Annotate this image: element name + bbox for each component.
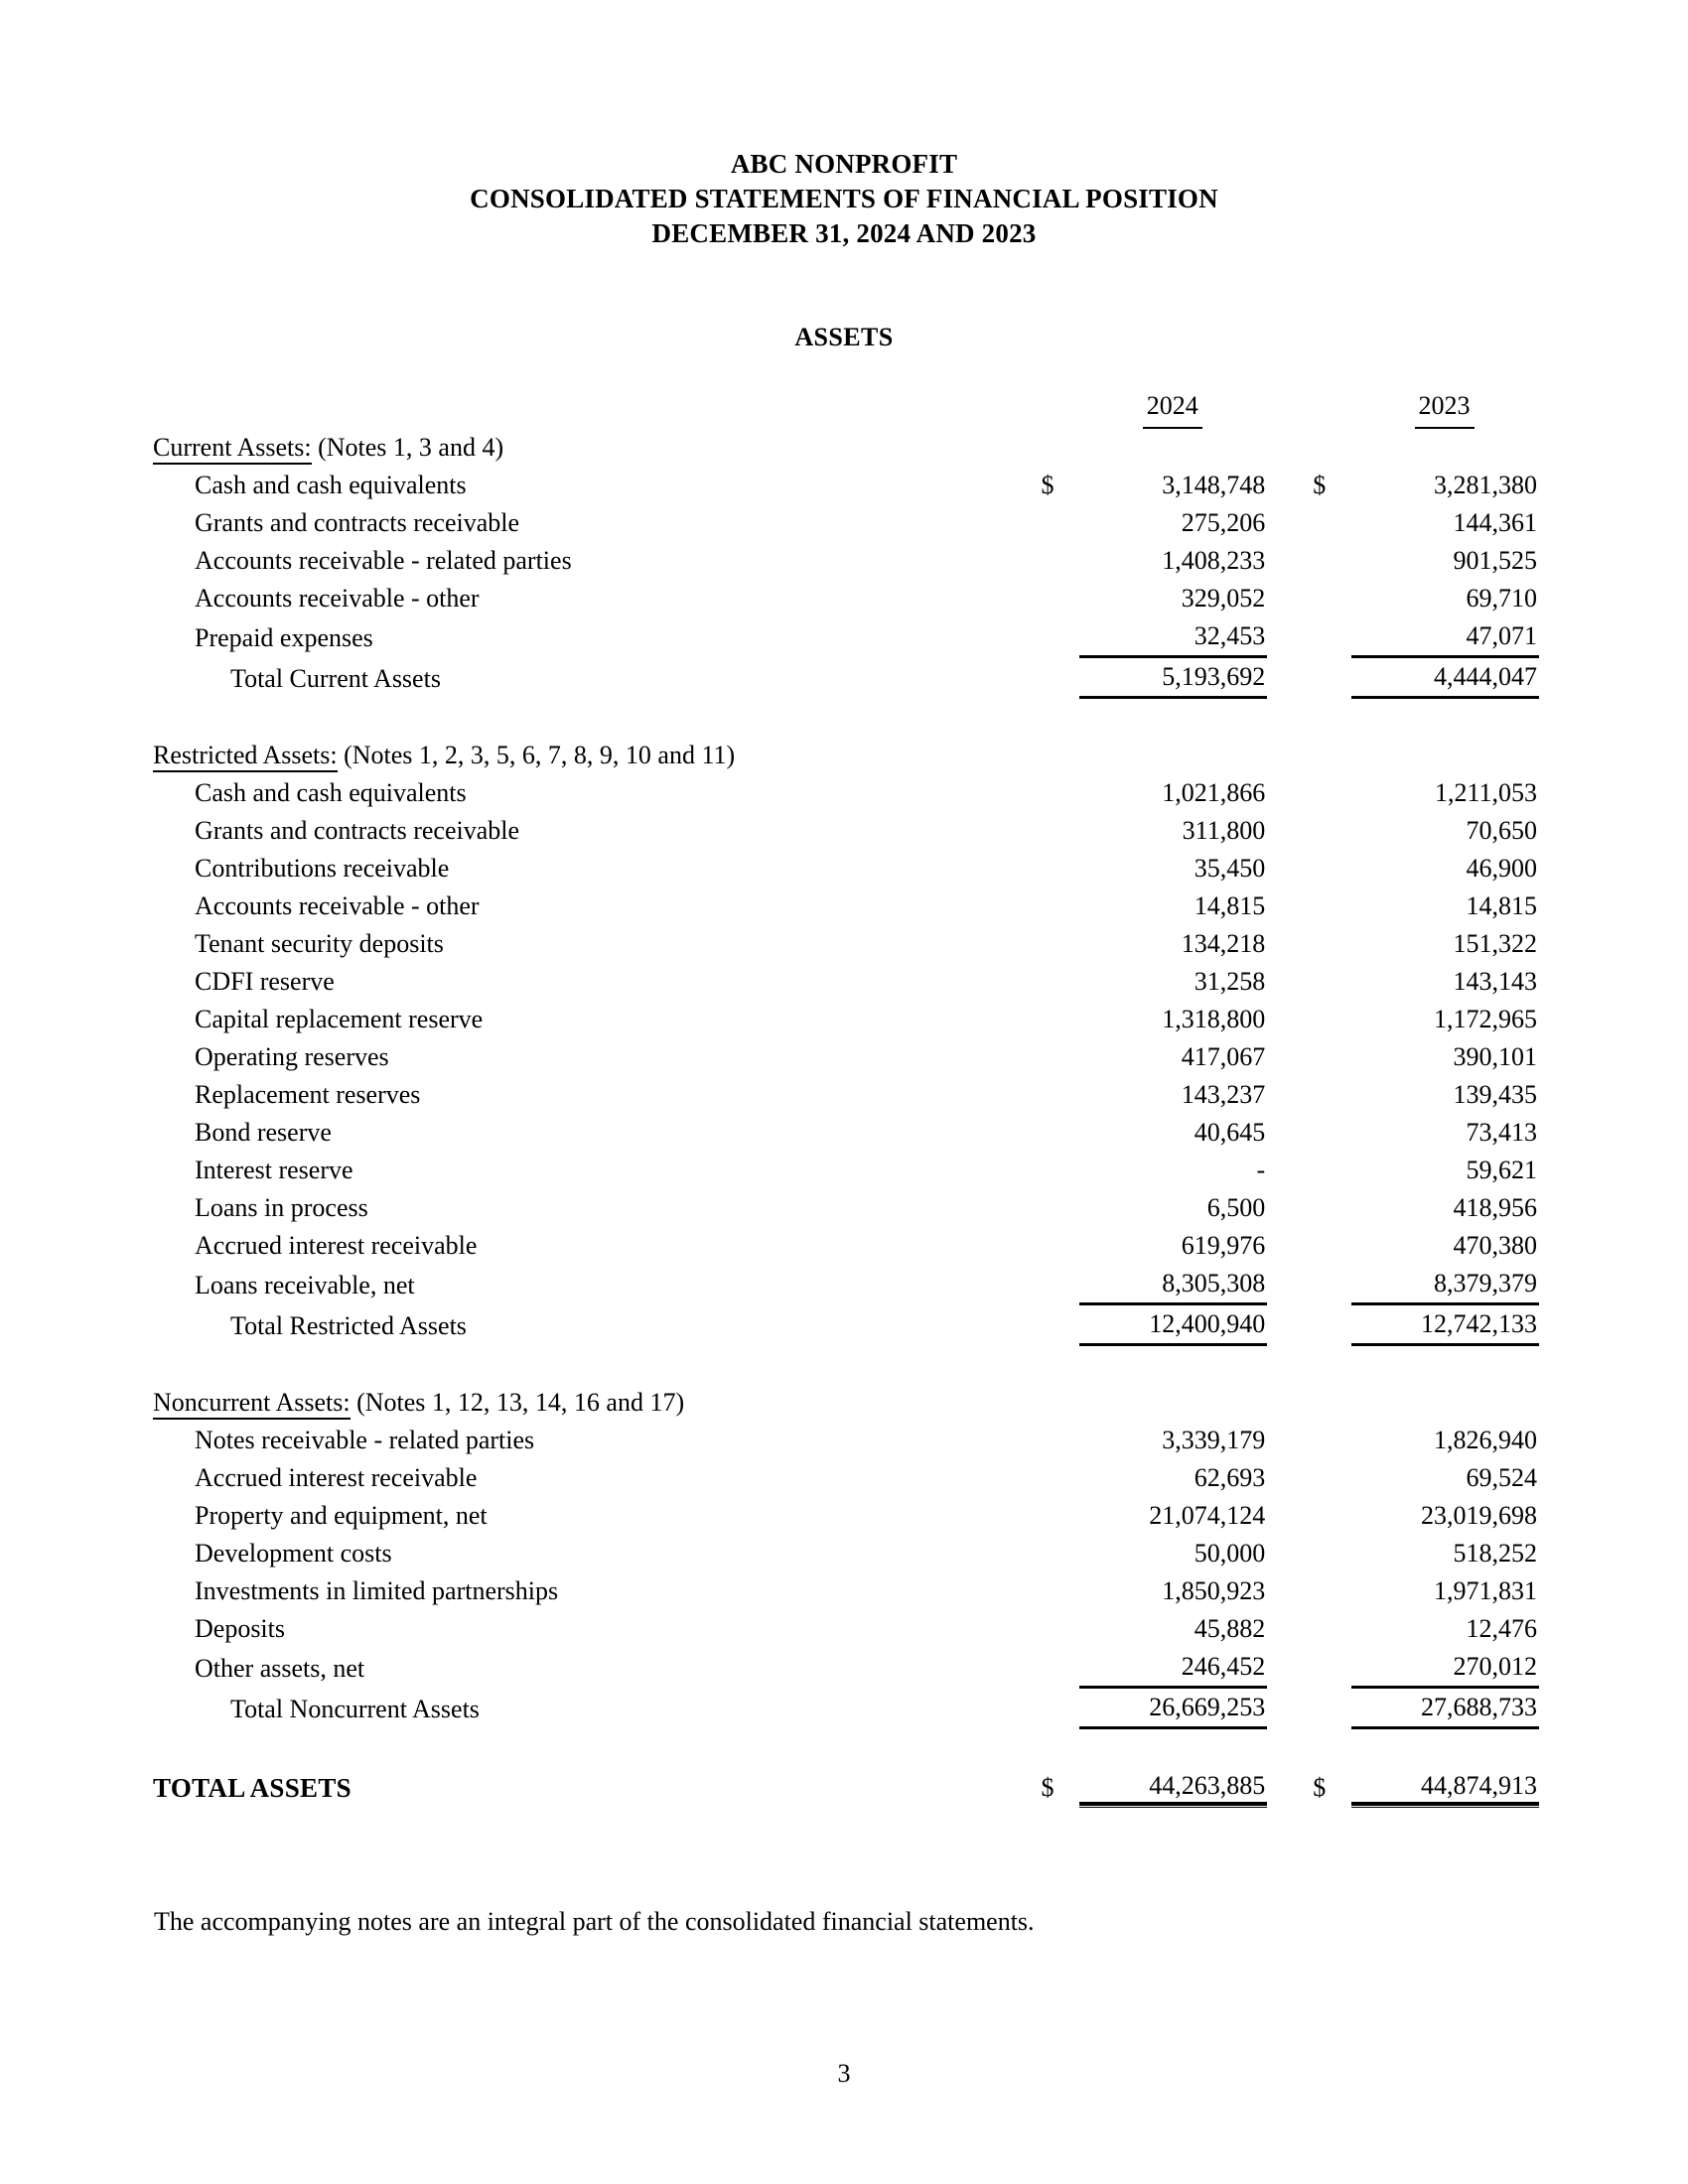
section-total-label: Total Current Assets <box>230 663 441 693</box>
line-item-row <box>149 1265 1539 1304</box>
column-gap <box>1267 429 1313 467</box>
column-gap <box>1267 1688 1313 1728</box>
currency-symbol-2023 <box>1313 1688 1351 1728</box>
value-2024: 311,800 <box>1182 816 1266 845</box>
column-gap <box>1267 467 1313 504</box>
grand-total-spacer <box>149 1728 1539 1768</box>
column-gap <box>1267 1189 1313 1227</box>
value-2023: 4,444,047 <box>1351 657 1539 698</box>
column-gap <box>1267 1422 1313 1459</box>
value-2024: 8,305,308 <box>1162 1269 1266 1297</box>
currency-symbol-2023 <box>1313 1038 1351 1076</box>
currency-symbol-2024 <box>1041 887 1079 925</box>
line-item-label: Notes receivable - related parties <box>195 1426 535 1454</box>
section-spacer <box>149 698 1539 738</box>
column-gap <box>1267 737 1313 774</box>
currency-symbol-2024 <box>1041 1189 1079 1227</box>
value-2023: 518,252 <box>1453 1539 1537 1568</box>
currency-symbol-2024 <box>1041 1535 1079 1572</box>
value-2023: 1,172,965 <box>1434 1005 1537 1033</box>
currency-symbol-2024 <box>1041 1227 1079 1265</box>
currency-symbol-2024 <box>1041 1384 1079 1422</box>
line-item-label: Contributions receivable <box>195 854 450 883</box>
section-heading: Current Assets: (Notes 1, 3 and 4) <box>149 429 1041 467</box>
organization-name: ABC NONPROFIT <box>730 149 958 179</box>
currency-symbol-2024 <box>1041 617 1079 657</box>
value-2023: 901,525 <box>1453 546 1537 575</box>
value-2024 <box>1079 429 1267 467</box>
line-item-row <box>149 467 1539 504</box>
column-gap <box>1267 617 1313 657</box>
section-total-row <box>149 657 1539 698</box>
value-2024: 32,453 <box>1194 621 1266 650</box>
column-gap <box>1267 887 1313 925</box>
value-2023: 59,621 <box>1466 1156 1537 1184</box>
value-2024: 619,976 <box>1181 1231 1266 1260</box>
value-2023: 1,826,940 <box>1434 1426 1537 1454</box>
column-gap <box>1267 580 1313 617</box>
line-item-label: Accounts receivable - other <box>195 891 480 920</box>
currency-symbol-2024 <box>1041 963 1079 1001</box>
value-2024: 12,400,940 <box>1079 1304 1267 1345</box>
line-item-label: Accrued interest receivable <box>195 1463 478 1492</box>
value-2023: 3,281,380 <box>1434 471 1537 499</box>
value-2024: 1,408,233 <box>1162 546 1266 575</box>
column-gap <box>1267 698 1313 738</box>
value-2024: 3,148,748 <box>1162 471 1266 499</box>
currency-symbol-2024 <box>1041 1001 1079 1038</box>
value-2023: 73,413 <box>1466 1118 1537 1147</box>
currency-symbol-2023 <box>1313 1459 1351 1497</box>
column-gap <box>1267 1728 1313 1768</box>
value-2024 <box>1079 1384 1267 1422</box>
line-item-label: Interest reserve <box>195 1156 353 1184</box>
value-2023: 1,971,831 <box>1434 1576 1537 1605</box>
column-gap <box>1267 1648 1313 1688</box>
currency-symbol-2024 <box>1041 542 1079 580</box>
column-gap <box>1267 812 1313 850</box>
value-2024: 134,218 <box>1181 929 1266 958</box>
line-item-row <box>149 1535 1539 1572</box>
value-2023: 14,815 <box>1466 891 1537 920</box>
line-item-label: Investments in limited partnerships <box>195 1576 559 1605</box>
line-item-label: Loans receivable, net <box>195 1270 415 1299</box>
currency-symbol-2023 <box>1313 1422 1351 1459</box>
value-2024 <box>1079 698 1267 738</box>
value-2023: 390,101 <box>1453 1042 1537 1071</box>
line-item-label: Other assets, net <box>195 1653 365 1683</box>
grand-total-label: TOTAL ASSETS <box>153 1772 352 1803</box>
column-gap <box>1267 850 1313 887</box>
currency-symbol-2024 <box>1041 657 1079 698</box>
document-title-block <box>0 147 1688 251</box>
footnote-text: The accompanying notes are an integral part of the consolidated financial statements. <box>154 1907 1035 1936</box>
value-2024: 35,450 <box>1194 854 1266 883</box>
currency-symbol-2023 <box>1313 850 1351 887</box>
column-gap <box>1267 1767 1313 1807</box>
value-2023 <box>1351 698 1539 738</box>
value-2023: 418,956 <box>1453 1193 1537 1222</box>
currency-symbol-2023 <box>1313 812 1351 850</box>
column-gap <box>1267 1152 1313 1189</box>
currency-symbol-2023 <box>1313 963 1351 1001</box>
value-2024 <box>1079 1728 1267 1768</box>
line-item-row <box>149 1572 1539 1610</box>
currency-symbol-2023 <box>1313 1304 1351 1345</box>
value-2024: 26,669,253 <box>1079 1688 1267 1728</box>
value-2024: - <box>1256 1156 1266 1184</box>
currency-symbol-2023 <box>1313 887 1351 925</box>
value-2024: 21,074,124 <box>1149 1501 1266 1530</box>
column-gap <box>1267 1610 1313 1648</box>
line-item-row <box>149 1648 1539 1688</box>
column-gap <box>1267 1459 1313 1497</box>
header-symbol-spacer-2023 <box>1313 385 1351 429</box>
value-2024: 417,067 <box>1181 1042 1266 1071</box>
currency-symbol-2023 <box>1313 1076 1351 1114</box>
column-gap <box>1267 1497 1313 1535</box>
line-item-row <box>149 1076 1539 1114</box>
currency-symbol-2024 <box>1041 698 1079 738</box>
currency-symbol-2023 <box>1313 429 1351 467</box>
section-spacer <box>149 1345 1539 1385</box>
section-header-row <box>149 1384 1539 1422</box>
line-item-label: Cash and cash equivalents <box>195 471 467 499</box>
currency-symbol-2024 <box>1041 1572 1079 1610</box>
value-2023: 144,361 <box>1453 508 1537 537</box>
line-item-label: CDFI reserve <box>195 967 335 996</box>
column-gap <box>1267 542 1313 580</box>
value-2024: 1,318,800 <box>1162 1005 1266 1033</box>
statement-title: CONSOLIDATED STATEMENTS OF FINANCIAL POSITION <box>470 184 1218 213</box>
currency-symbol-2023 <box>1313 1648 1351 1688</box>
header-spacer <box>149 385 1041 429</box>
currency-symbol-2023 <box>1313 1227 1351 1265</box>
currency-symbol-2023 <box>1313 1152 1351 1189</box>
currency-symbol-2024 <box>1041 737 1079 774</box>
currency-symbol-2024: $ <box>1041 471 1055 499</box>
column-header-row <box>149 385 1539 429</box>
value-2023 <box>1351 1728 1539 1768</box>
value-2023: 27,688,733 <box>1351 1688 1539 1728</box>
value-2024: 1,850,923 <box>1162 1576 1266 1605</box>
value-2024: 275,206 <box>1181 508 1266 537</box>
value-2024 <box>1079 1345 1267 1385</box>
value-2023 <box>1351 1384 1539 1422</box>
currency-symbol-2023 <box>1313 774 1351 812</box>
column-gap <box>1267 925 1313 963</box>
currency-symbol-2023: $ <box>1313 1772 1327 1802</box>
currency-symbol-2024: $ <box>1041 1772 1055 1802</box>
currency-symbol-2023 <box>1313 1189 1351 1227</box>
currency-symbol-2023 <box>1313 1610 1351 1648</box>
currency-symbol-2023 <box>1313 737 1351 774</box>
line-item-row <box>149 1610 1539 1648</box>
currency-symbol-2023 <box>1313 504 1351 542</box>
line-item-label: Bond reserve <box>195 1118 332 1147</box>
line-item-label: Accrued interest receivable <box>195 1231 478 1260</box>
line-item-label: Tenant security deposits <box>195 929 444 958</box>
column-header-2024: 2024 <box>1079 385 1267 429</box>
column-gap <box>1267 385 1313 429</box>
currency-symbol-2024 <box>1041 1304 1079 1345</box>
currency-symbol-2024 <box>1041 1265 1079 1304</box>
column-gap <box>1267 1265 1313 1304</box>
value-2023: 23,019,698 <box>1421 1501 1537 1530</box>
currency-symbol-2023 <box>1313 1001 1351 1038</box>
value-2023: 139,435 <box>1453 1080 1537 1109</box>
line-item-label: Property and equipment, net <box>195 1501 488 1530</box>
section-total-row <box>149 1688 1539 1728</box>
column-gap <box>1267 1572 1313 1610</box>
column-gap <box>1267 1001 1313 1038</box>
currency-symbol-2024 <box>1041 774 1079 812</box>
currency-symbol-2024 <box>1041 1114 1079 1152</box>
line-item-row <box>149 542 1539 580</box>
currency-symbol-2024 <box>1041 429 1079 467</box>
currency-symbol-2023 <box>1313 617 1351 657</box>
column-gap <box>1267 1076 1313 1114</box>
grand-total-row <box>149 1767 1539 1807</box>
currency-symbol-2023 <box>1313 1572 1351 1610</box>
value-2023: 69,710 <box>1466 584 1537 613</box>
line-item-row <box>149 850 1539 887</box>
line-item-row <box>149 1001 1539 1038</box>
value-2024: 14,815 <box>1194 891 1266 920</box>
statement-period: DECEMBER 31, 2024 AND 2023 <box>651 218 1037 248</box>
line-item-row <box>149 1497 1539 1535</box>
value-2024: 45,882 <box>1194 1614 1266 1643</box>
line-item-label: Cash and cash equivalents <box>195 778 467 807</box>
line-item-row <box>149 580 1539 617</box>
currency-symbol-2023 <box>1313 657 1351 698</box>
currency-symbol-2024 <box>1041 1152 1079 1189</box>
line-item-row <box>149 887 1539 925</box>
value-2023: 47,071 <box>1466 621 1537 650</box>
value-2024: 5,193,692 <box>1079 657 1267 698</box>
currency-symbol-2023 <box>1313 542 1351 580</box>
line-item-row <box>149 504 1539 542</box>
value-2023 <box>1351 429 1539 467</box>
currency-symbol-2024 <box>1041 1688 1079 1728</box>
currency-symbol-2023 <box>1313 1345 1351 1385</box>
currency-symbol-2023 <box>1313 1535 1351 1572</box>
value-2023: 1,211,053 <box>1434 778 1537 807</box>
column-gap <box>1267 1304 1313 1345</box>
currency-symbol-2024 <box>1041 1648 1079 1688</box>
financial-position-table <box>149 385 1539 1808</box>
line-item-label: Accounts receivable - related parties <box>195 546 572 575</box>
value-2024: 62,693 <box>1194 1463 1266 1492</box>
line-item-row <box>149 1189 1539 1227</box>
column-gap <box>1267 963 1313 1001</box>
section-header-row <box>149 429 1539 467</box>
currency-symbol-2023 <box>1313 1265 1351 1304</box>
column-gap <box>1267 1038 1313 1076</box>
header-symbol-spacer-2024 <box>1041 385 1079 429</box>
line-item-label: Capital replacement reserve <box>195 1005 484 1033</box>
line-item-label: Development costs <box>195 1539 392 1568</box>
currency-symbol-2024 <box>1041 504 1079 542</box>
currency-symbol-2024 <box>1041 1038 1079 1076</box>
line-item-label: Loans in process <box>195 1193 368 1222</box>
value-2023: 270,012 <box>1453 1652 1537 1681</box>
currency-symbol-2024 <box>1041 812 1079 850</box>
currency-symbol-2023 <box>1313 1728 1351 1768</box>
value-2023: 44,874,913 <box>1351 1767 1539 1807</box>
value-2023: 12,742,133 <box>1351 1304 1539 1345</box>
line-item-row <box>149 1152 1539 1189</box>
line-item-label: Prepaid expenses <box>195 622 373 652</box>
line-item-row <box>149 1227 1539 1265</box>
value-2024: 50,000 <box>1194 1539 1266 1568</box>
section-total-label: Total Restricted Assets <box>230 1310 467 1340</box>
value-2023: 470,380 <box>1453 1231 1537 1260</box>
value-2023 <box>1351 737 1539 774</box>
currency-symbol-2024 <box>1041 1076 1079 1114</box>
section-heading: Restricted Assets: (Notes 1, 2, 3, 5, 6, 7, 8, 9, 10 and 11) <box>149 737 1041 774</box>
line-item-row <box>149 812 1539 850</box>
currency-symbol-2024 <box>1041 925 1079 963</box>
value-2024: 246,452 <box>1181 1652 1266 1681</box>
value-2023: 151,322 <box>1453 929 1537 958</box>
line-item-row <box>149 925 1539 963</box>
value-2024: 329,052 <box>1181 584 1266 613</box>
column-gap <box>1267 774 1313 812</box>
currency-symbol-2023: $ <box>1313 471 1327 499</box>
value-2023: 12,476 <box>1466 1614 1537 1643</box>
column-header-2023: 2023 <box>1351 385 1539 429</box>
line-item-row <box>149 1038 1539 1076</box>
line-item-row <box>149 617 1539 657</box>
line-item-row <box>149 1114 1539 1152</box>
line-item-label: Accounts receivable - other <box>195 584 480 613</box>
currency-symbol-2024 <box>1041 580 1079 617</box>
value-2023: 8,379,379 <box>1434 1269 1537 1297</box>
currency-symbol-2024 <box>1041 1422 1079 1459</box>
line-item-label: Grants and contracts receivable <box>195 816 520 845</box>
page-number: 3 <box>837 2059 851 2088</box>
value-2024: 3,339,179 <box>1162 1426 1266 1454</box>
section-total-label: Total Noncurrent Assets <box>230 1694 480 1723</box>
currency-symbol-2024 <box>1041 850 1079 887</box>
value-2024: 1,021,866 <box>1162 778 1266 807</box>
currency-symbol-2023 <box>1313 580 1351 617</box>
value-2024: 6,500 <box>1206 1193 1266 1222</box>
value-2024: 31,258 <box>1194 967 1266 996</box>
line-item-label: Grants and contracts receivable <box>195 508 520 537</box>
currency-symbol-2023 <box>1313 925 1351 963</box>
currency-symbol-2023 <box>1313 1384 1351 1422</box>
line-item-row <box>149 774 1539 812</box>
value-2023: 69,524 <box>1466 1463 1537 1492</box>
section-heading: Noncurrent Assets: (Notes 1, 12, 13, 14, 16 and 17) <box>149 1384 1041 1422</box>
currency-symbol-2023 <box>1313 1114 1351 1152</box>
value-2023: 143,143 <box>1453 967 1537 996</box>
line-item-row <box>149 1422 1539 1459</box>
currency-symbol-2024 <box>1041 1497 1079 1535</box>
currency-symbol-2024 <box>1041 1345 1079 1385</box>
value-2024: 40,645 <box>1194 1118 1266 1147</box>
value-2024 <box>1079 737 1267 774</box>
column-gap <box>1267 1535 1313 1572</box>
currency-symbol-2024 <box>1041 1728 1079 1768</box>
line-item-row <box>149 1459 1539 1497</box>
value-2023: 46,900 <box>1466 854 1537 883</box>
currency-symbol-2024 <box>1041 1459 1079 1497</box>
column-gap <box>1267 1384 1313 1422</box>
column-gap <box>1267 1345 1313 1385</box>
column-gap <box>1267 1114 1313 1152</box>
line-item-label: Replacement reserves <box>195 1080 421 1109</box>
section-header-row <box>149 737 1539 774</box>
line-item-label: Deposits <box>195 1614 285 1643</box>
table-body <box>149 385 1539 1807</box>
column-gap <box>1267 504 1313 542</box>
currency-symbol-2023 <box>1313 698 1351 738</box>
currency-symbol-2024 <box>1041 1610 1079 1648</box>
value-2023 <box>1351 1345 1539 1385</box>
section-total-row <box>149 1304 1539 1345</box>
value-2023: 70,650 <box>1466 816 1537 845</box>
line-item-label: Operating reserves <box>195 1042 389 1071</box>
assets-section-heading: ASSETS <box>794 323 894 351</box>
column-gap <box>1267 657 1313 698</box>
line-item-row <box>149 963 1539 1001</box>
currency-symbol-2023 <box>1313 1497 1351 1535</box>
value-2024: 143,237 <box>1181 1080 1266 1109</box>
value-2024: 44,263,885 <box>1079 1767 1267 1807</box>
column-gap <box>1267 1227 1313 1265</box>
